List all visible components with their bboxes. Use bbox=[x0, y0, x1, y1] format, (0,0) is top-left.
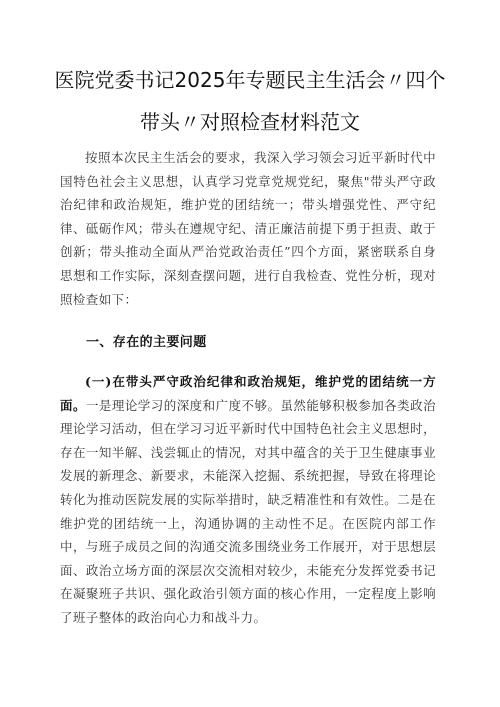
subsection-body: 一是理论学习的深度和广度不够。虽然能够积极参加各类政治理论学习活动，但在学习习近平新时代中国特色社会主义思想时，存在一知半解、浅尝辄止的情况，对其中蕴含的关于卫生健康事业发展的新理念、新要求，未能深入挖掘、系统把握，导致在将理论转化为推动医院发展的实际举措时，缺乏精准性和有效性。二是在维护党的团结统一上，沟通协调的主动性不足。在医院内部工作中，与班子成员之间的沟通交流多围绕业务工作展开，对于思想层面、政治立场方面的深层次交流相对较少，未能充分发挥党委书记在凝聚班子共识、强化政治引领方面的核心作用，一定程度上影响了班子整体的政治向心力和战斗力。 bbox=[60, 397, 436, 625]
section-heading: 一、存在的主要问题 bbox=[86, 335, 207, 350]
subsection-title: (一)在带头严守政治纪律和政治规矩，维护党的团结统一方面。 bbox=[60, 374, 436, 413]
document-title-line-1: 医院党委书记2025年专题民主生活会〃四个 bbox=[54, 68, 446, 92]
intro-paragraph: 按照本次民主生活会的要求，我深入学习领会习近平新时代中国特色社会主义思想，认真学习党章党规党纪，聚焦"带头严守政治纪律和政治规矩，维护党的团结统一；带头增强党性、严守纪律、砥砺作风；带头在遵规守纪、清正廉洁前提下勇于担责、敢于创新；带头推动全面从严治党政治责任”四个方面，紧密联系自身思想和工作实际，深刻查摆问题，进行自我检查、党性分析，现对照检查如下： bbox=[60, 150, 436, 307]
subsection-paragraph bbox=[60, 370, 436, 630]
document-title-line-2: 带头〃对照检查材料范文 bbox=[140, 110, 360, 134]
